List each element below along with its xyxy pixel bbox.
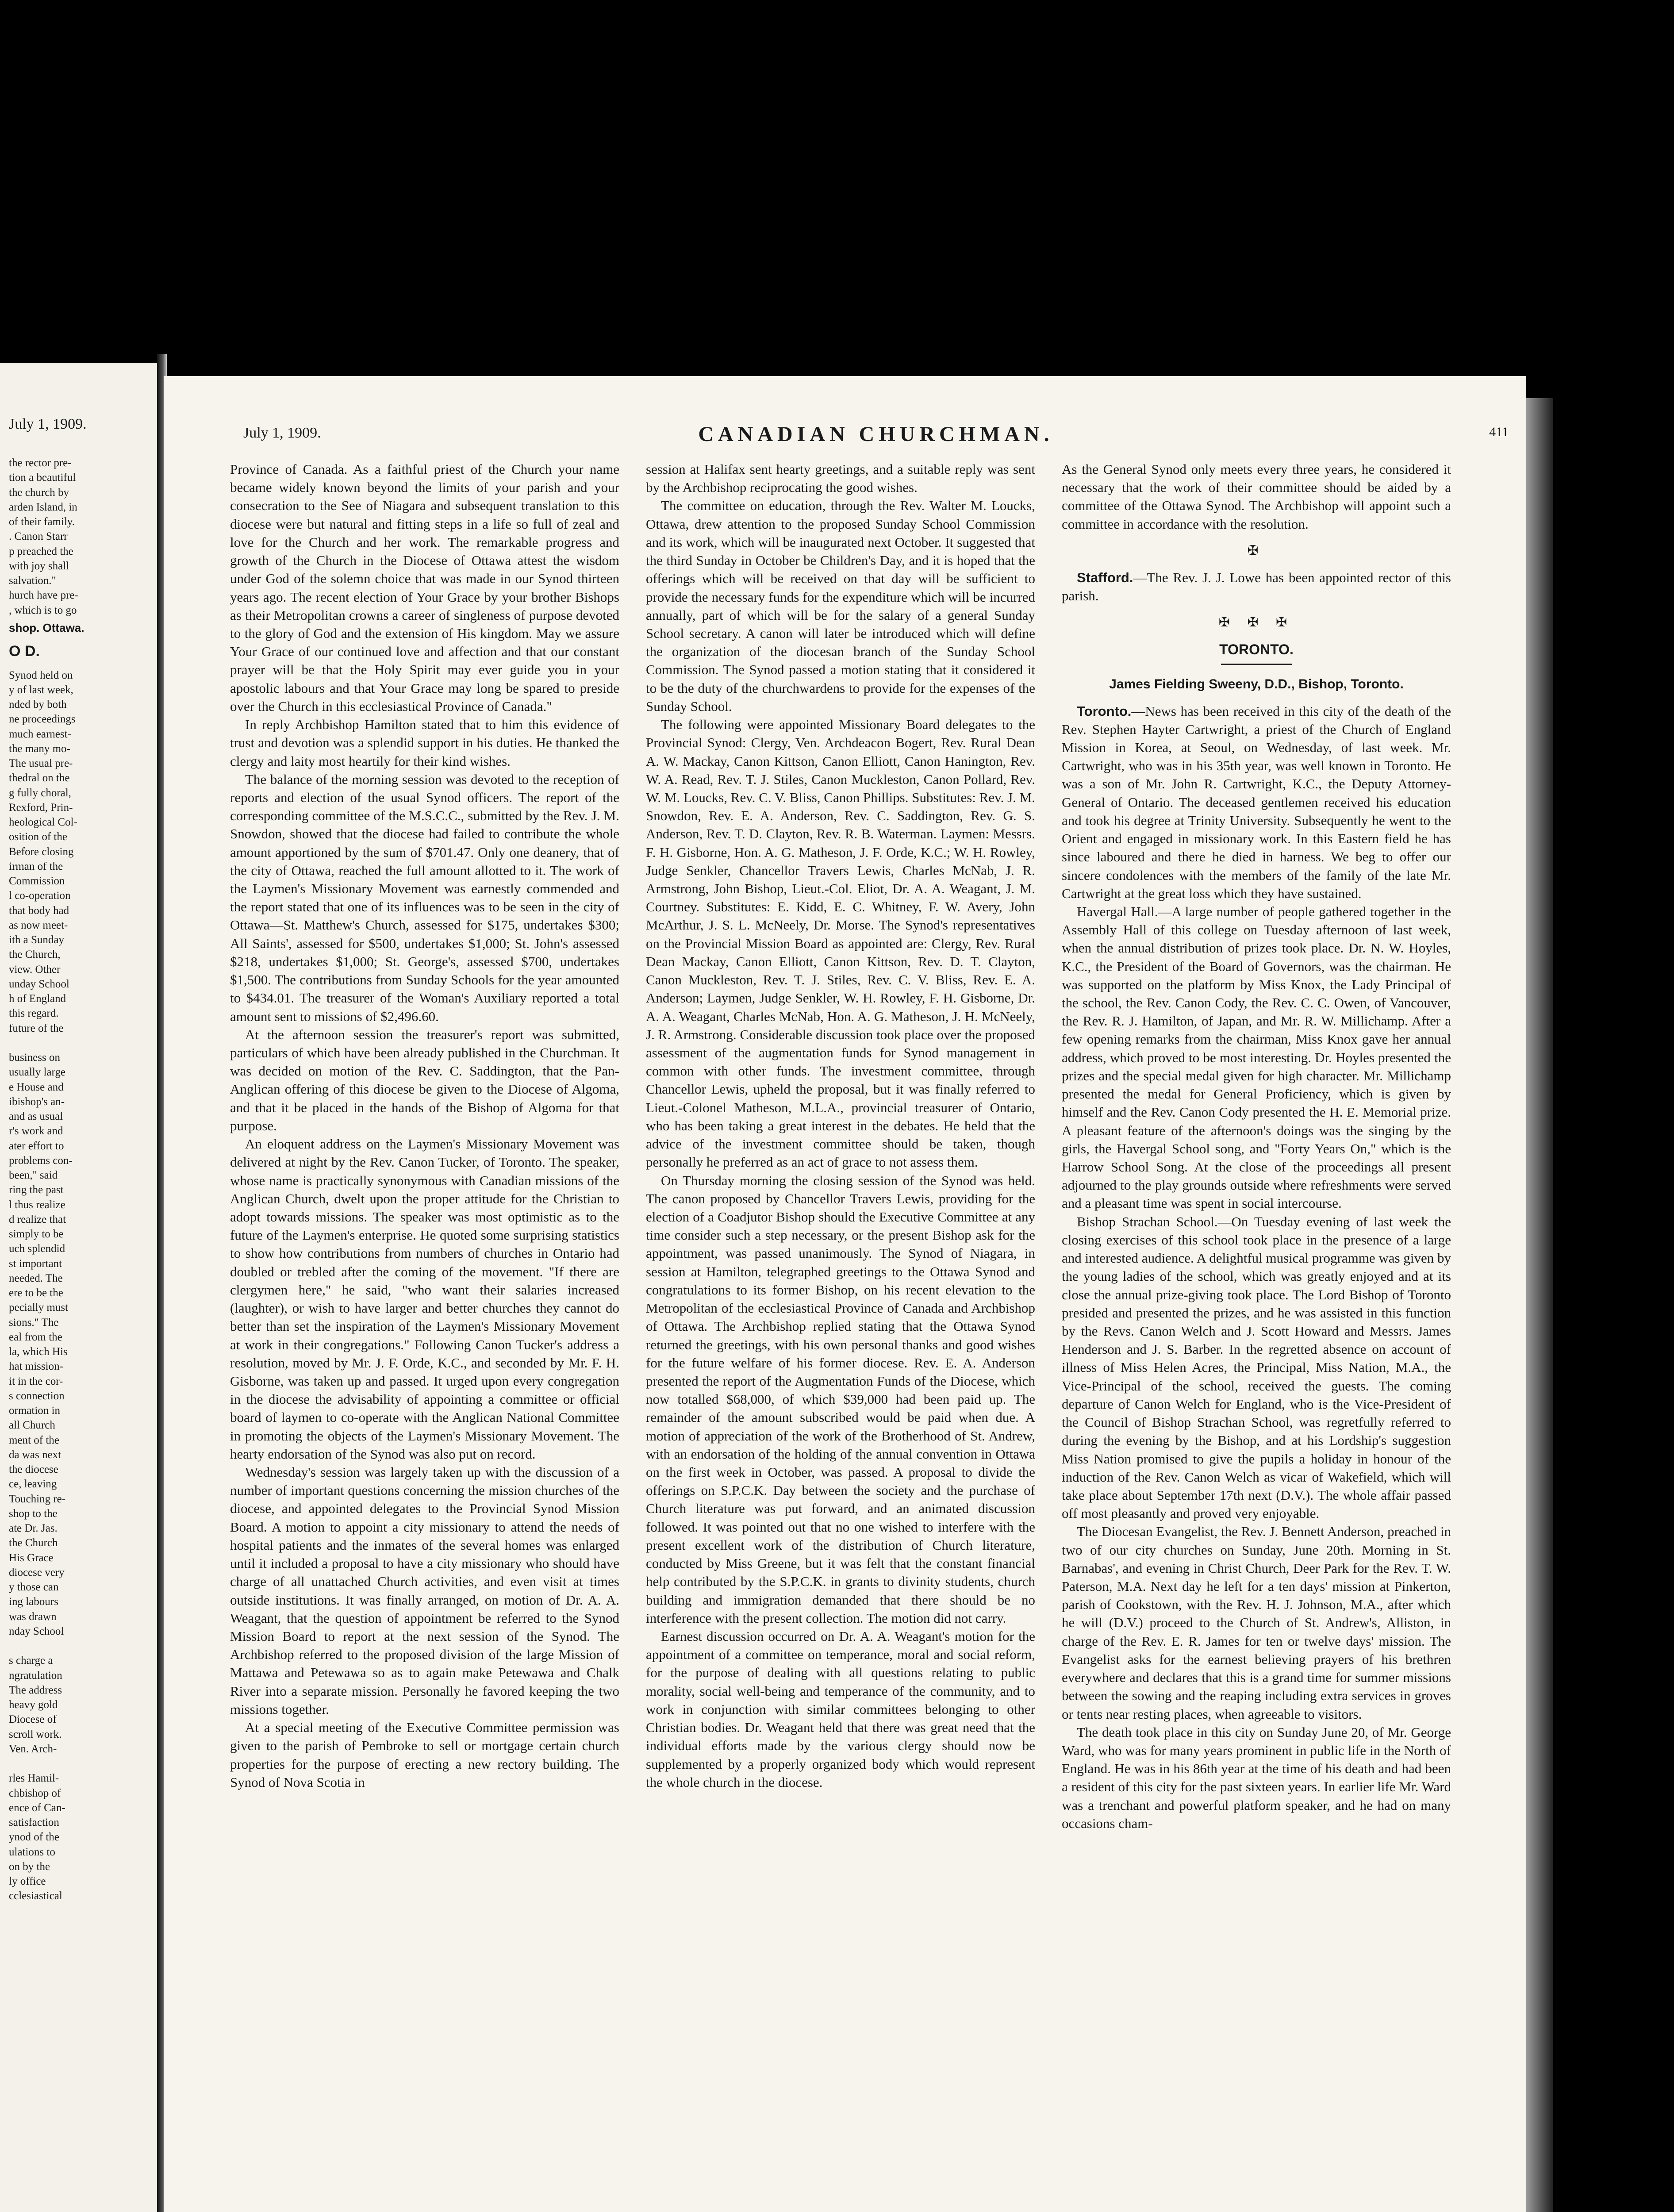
column-1 bbox=[230, 460, 619, 2212]
previous-page-line: thedral on the bbox=[9, 772, 70, 784]
previous-page-line: ere to be the bbox=[9, 1287, 63, 1299]
previous-page-line bbox=[9, 1639, 150, 1653]
article-paragraph: The balance of the morning session was devoted to the reception of reports and election of the usual Synod officers. The report of the corresponding committee of the M.S.C.C., submitted by the Rev. J. M. Snowdon, showed that the diocese had failed to contribute the whole amount apportioned by the sum of $701.47. Only one deanery, that of the city of Ottawa, reached the full amount allotted to it. The work of the Laymen's Missionary Movement was earnestly commended and the report stated that one of its influences was to be seen in the city of Ottawa—St. Matthew's Church, assessed for $175, undertakes $300; All Saints', assessed for $500, undertakes $1,000; St. John's assessed $218, undertakes $1,000; St. George's, assessed $700, undertakes $1,500. The contributions from Sunday Schools for the year amounted to $434.01. The treasurer of the Woman's Auxiliary reported a total amount sent to missions of $2,496.60. bbox=[230, 771, 619, 1024]
previous-page-line: business on bbox=[9, 1052, 60, 1064]
section-title-toronto: TORONTO. bbox=[1219, 641, 1294, 658]
article-paragraph: Bishop Strachan School.—On Tuesday evening of last week the closing exercises of this school took place in the presence of a large and interested audience. A delightful musical programme was given by the young ladies of the school, which was greatly enjoyed and at its close the annual prize-giving took place. The Lord Bishop of Toronto presided and presented the prizes, and he was assisted in this function by the Revs. Canon Welch and J. Scott Howard and Messrs. James Henderson and J. S. Barber. In the regretted absence on account of illness of Miss Helen Acres, the Principal, Miss Nation, M.A., the Vice-Principal of the school, received the guests. The coming departure of Canon Welch for England, who is the Vice-President of the Council of Bishop Strachan School, was regretfully referred to during the evening by the Bishop, and at his Lordship's suggestion Miss Nation promised to give the pupils a holiday in honour of the induction of the Rev. Canon Welch as vicar of Wakefield, which will take place about September 17th next (D.V.). The whole affair passed off most pleasantly and proved very enjoyable. bbox=[1062, 1214, 1451, 1521]
previous-page-line: Synod held on bbox=[9, 669, 73, 681]
previous-page-line: l co-operation bbox=[9, 890, 71, 902]
article-paragraph: Province of Canada. As a faithful priest of the Church your name became widely known beyond the limits of your parish and your consecration to the See of Niagara and subsequent translation to this diocese were but natural and fitting steps in a life so full of zeal and love for the Church and her work. The remarkable progress and growth of the Church in the Diocese of Ottawa attest the wisdom under God of the solemn choice that was made in our Synod thirteen years ago. The recent election of Your Grace by your brother Bishops as their Metropolitan crowns a career of singleness of purpose devoted to the glory of God and the extension of His kingdom. May we assure Your Grace of our continued love and affection and that our constant prayer will be that the Holy Spirit may ever guide you in your apostolic labours and that Your Grace may long be spared to preside over the Church in this ecclesiastical Province of Canada." bbox=[230, 461, 619, 714]
article-paragraph: In reply Archbishop Hamilton stated that to him this evidence of trust and devotion was a splendid support in his duties. He thanked the clergy and laity most heartily for their kind wishes. bbox=[230, 717, 619, 769]
article-paragraph: Earnest discussion occurred on Dr. A. A. Weagant's motion for the appointment of a committee on temperance, moral and social reform, for the purpose of dealing with all questions relating to public morality, social well-being and temperance of the community, and to work in conjunction with similar committees belonging to other Christian bodies. Dr. Weagant held that there was great need that the individual efforts made by the various clergy should now be supplemented by a properly organized body which would represent the whole church in the diocese. bbox=[646, 1628, 1035, 1790]
previous-page-lines-bottom bbox=[9, 668, 150, 1904]
previous-page-line: heological Col- bbox=[9, 816, 77, 829]
previous-page-line: rles Hamil- bbox=[9, 1772, 59, 1785]
previous-page-line: r's work and bbox=[9, 1125, 63, 1137]
previous-page-line: y those can bbox=[9, 1581, 59, 1594]
column-3-paragraphs bbox=[1062, 902, 1451, 1832]
article-paragraph: The committee on education, through the Rev. Walter M. Loucks, Ottawa, drew attention to the proposed Sunday School Commission and its work, which will be inaugurated next October. It suggested that the third Sunday in October be Children's Day, and it is hoped that the offerings which will be received on that day will be sufficient to provide the necessary funds for the expenditure which will be incurred annually, part of which will be for the salary of a general Sunday School secretary. A canon will later be introduced which will define the organization of the diocesan branch of the Sunday School Commission. The Synod passed a motion stating that it considered it to be the duty of the churchwardens to provide for the expenses of the Sunday School. bbox=[646, 498, 1035, 714]
previous-page-line: osition of the bbox=[9, 831, 67, 843]
previous-page-line: the diocese bbox=[9, 1463, 58, 1476]
previous-page-line: Ven. Arch- bbox=[9, 1743, 57, 1755]
article-paragraph: On Thursday morning the closing session of the Synod was held. The canon proposed by Chancellor Travers Lewis, providing for the election of a Coadjutor Bishop should the Executive Committee at any time consider such a step necessary, or the present Bishop ask for the appointment, was passed unanimously. The Synod of Niagara, in session at Hamilton, telegraphed greetings to the Ottawa Synod and congratulations to its former Bishop, on his recent elevation to the Metropolitan of the ecclesiastical Province of Canada and Archbishop of Ottawa. The Archbishop replied stating that the Ottawa Synod returned the greetings, with his own personal thanks and good wishes for the future welfare of his former diocese. Rev. E. A. Anderson presented the report of the Augmentation Funds of the Diocese, which now totalled $68,000, of which $39,000 had been paid up. The remainder of the amount subscribed would be paid when due. A motion of appreciation of the work of the Brotherhood of St. Andrew, with an endorsation of the holding of the annual convention in Ottawa on the first week in October, was passed. A proposal to divide the offerings on S.P.C.K. Day between the society and the purchase of Church literature was put forward, and an animated discussion followed. It was pointed out that no one wished to interfere with the present excellent work of the distribution of Church literature, conducted by Miss Greene, but it was felt that the constant financial help contributed by the S.P.C.K. in grants to divinity students, church building and immigration demanded that there should be no interference with the present collection. The motion did not carry. bbox=[646, 1172, 1035, 1626]
previous-page-line: future of the bbox=[9, 1022, 64, 1034]
previous-page-line: the Church, bbox=[9, 949, 61, 961]
previous-page-line: ce, leaving bbox=[9, 1478, 57, 1490]
previous-page-line: ater effort to bbox=[9, 1140, 64, 1152]
previous-page-line: da was next bbox=[9, 1448, 61, 1461]
previous-page-line: usually large bbox=[9, 1066, 65, 1079]
page-header bbox=[243, 422, 1509, 451]
previous-page-line: view. Other bbox=[9, 963, 61, 975]
previous-page-line: s charge a bbox=[9, 1655, 53, 1667]
previous-page-line: arden Island, in bbox=[9, 501, 77, 513]
previous-page-line: hat mission- bbox=[9, 1360, 63, 1373]
previous-page-line: the many mo- bbox=[9, 742, 70, 755]
previous-page-line: heavy gold bbox=[9, 1699, 58, 1711]
article-paragraph: The following were appointed Missionary Board delegates to the Provincial Synod: Clergy, Ven. Archdeacon Bogert, Rev. Rural Dean A. W. Mackay, Canon Kittson, Canon Elliott, Canon Hanington, Rev. W. A. Read, Rev. T. J. Stiles, Canon Muckleston, Canon Pollard, Rev. W. M. Loucks, Rev. C. V. Bliss, Canon Phillips. Substitutes: Rev. J. M. Snowdon, Rev. E. A. Anderson, Rev. C. Saddington, Rev. G. S. Anderson, Rev. T. D. Clayton, Rev. R. B. Waterman. Laymen: Messrs. F. H. Gisborne, Hon. A. G. Matheson, J. F. Orde, K.C.; W. H. Rowley, Judge Senkler, Chancellor Travers Lewis, Charles McNab, J. R. Armstrong, John Bishop, Lieut.-Col. Eliot, Dr. A. A. Weagant, J. M. Courtney. Substitutes: E. Kidd, E. C. Whitney, F. W. Avery, John McArthur, J. S. L. McNeely, Dr. Morse. The Synod's representatives on the Provincial Mission Board as appointed are: Clergy, Rev. Rural Dean Mackay, Canon Elliott, Canon Kittson, Rev. D. T. Clayton, Canon Muckleston, Rev. T. J. Stiles, Rev. C. V. Bliss, Rev. E. A. Anderson; Laymen, Judge Senkler, W. H. Rowley, F. H. Gisborne, Dr. A. A. Weagant, Charles McNab, Hon. A. G. Matheson, J. H. McNeely, J. R. Armstrong. Considerable discussion took place over the proposed assessment of the augmentation funds for Synod management in common with other funds. The investment committee, through Chancellor Lewis, upheld the proposal, but it was finally referred to Lieut.-Colonel Matheson, M.L.A., provincial treasurer of Ontario, who has been taking a great interest in the debates. He held that the advice of the investment committee should be taken, though personally he preferred as an act of grace to not assess them. bbox=[646, 717, 1035, 1170]
previous-page-line: chbishop of bbox=[9, 1787, 61, 1799]
previous-page-line: cclesiastical bbox=[9, 1890, 62, 1902]
separator-crosses-icon: ✠ ✠ ✠ bbox=[1218, 615, 1294, 630]
previous-page-line: ith a Sunday bbox=[9, 934, 64, 946]
previous-page-line: The usual pre- bbox=[9, 757, 73, 770]
previous-page-line bbox=[9, 1756, 150, 1771]
toronto-text: —News has been received in this city of the death of the Rev. Stephen Hayter Cartwright, a priest of the Church of England Mission in Korea, at Seoul, on Wednesday, of last week. Mr. Cartwright, who was in his 35th year, was well known in Toronto. He was a son of Mr. John R. Cartwright, K.C., the Deputy Attorney-General of Ontario. The deceased gentlemen received his education and took his degree at Trinity University. Subsequently he went to the Orient and engaged in missionary work. In this Eastern field he has since laboured and there he died in harness. We beg to offer our sincere condolences with the members of the family of the late Mr. Cartwright at the great loss which they have sustained. bbox=[1062, 703, 1451, 901]
column-3-intro: As the General Synod only meets every three years, he considered it necessary that the work of their committee should be aided by a committee of the Ottawa Synod. The Archbishop will appoint such a committee in accordance with the resolution. bbox=[1062, 461, 1451, 532]
previous-page-line: sions." The bbox=[9, 1316, 59, 1329]
previous-page-line: was drawn bbox=[9, 1610, 57, 1623]
previous-page-line: the church by bbox=[9, 486, 69, 499]
previous-page-line: His Grace bbox=[9, 1551, 54, 1564]
previous-page-section-heading: O D. bbox=[9, 643, 40, 660]
column-3 bbox=[1062, 460, 1451, 2212]
previous-page-line: g fully choral, bbox=[9, 787, 71, 799]
previous-page-line: it in the cor- bbox=[9, 1375, 63, 1387]
previous-page-line: ate Dr. Jas. bbox=[9, 1522, 58, 1535]
previous-page-line: pecially must bbox=[9, 1302, 68, 1314]
page-edge bbox=[1526, 398, 1553, 2212]
previous-page-line: hurch have pre- bbox=[9, 589, 78, 602]
column-2 bbox=[646, 460, 1035, 2212]
previous-page-line: d realize that bbox=[9, 1213, 66, 1225]
previous-page-line: p preached the bbox=[9, 545, 73, 557]
article-paragraph: session at Halifax sent hearty greetings, and a suitable reply was sent by the Archbishop reciprocating the good wishes. bbox=[646, 461, 1035, 495]
previous-page-line: all Church bbox=[9, 1419, 55, 1432]
previous-page-line: The address bbox=[9, 1684, 62, 1696]
previous-page-line: unday School bbox=[9, 978, 69, 990]
previous-page-header-date: July 1, 1909. bbox=[9, 416, 87, 432]
previous-page-line: as now meet- bbox=[9, 919, 68, 931]
previous-page-line: , which is to go bbox=[9, 604, 77, 616]
previous-page-line: nded by both bbox=[9, 699, 67, 711]
previous-page-line bbox=[9, 1036, 150, 1050]
previous-page-line: scroll work. bbox=[9, 1728, 62, 1740]
previous-page-line: on by the bbox=[9, 1860, 50, 1873]
previous-page-line: uch splendid bbox=[9, 1243, 65, 1255]
previous-page-line: this regard. bbox=[9, 1007, 59, 1020]
previous-page-line: tion a beautiful bbox=[9, 472, 76, 484]
previous-page-line: h of England bbox=[9, 993, 66, 1005]
article-paragraph: The Diocesan Evangelist, the Rev. J. Bennett Anderson, preached in two of our city churches on Sunday, June 20th. Morning in St. Barnabas', and evening in Christ Church, Deer Park for the Rev. T. W. Paterson, M.A. Next day he left for a ten days' mission at Pinkerton, parish of Cookstown, with the Rev. H. J. Johnson, M.A., after which he will (D.V.) proceed to the Church of St. Andrew's, Alliston, in charge of the Rev. E. R. James for ten or twelve days' mission. The Evangelist asks for the earnest believing prayers of his brethren everywhere and declares that this is a grand time for summer missions between the sowing and the reaping including extra services in groves or tents near resting places, when agreeable to visitors. bbox=[1062, 1524, 1451, 1722]
diocese-bishop-line: James Fielding Sweeny, D.D., Bishop, Toronto. bbox=[1109, 676, 1404, 691]
header-date: July 1, 1909. bbox=[243, 425, 321, 441]
publication-title: CANADIAN CHURCHMAN. bbox=[698, 422, 1054, 446]
previous-page-lines-top bbox=[9, 456, 150, 618]
previous-page-line: ment of the bbox=[9, 1434, 59, 1446]
previous-page-line: irman of the bbox=[9, 860, 63, 872]
previous-page-line: and as usual bbox=[9, 1110, 63, 1123]
previous-page-line: ring the past bbox=[9, 1184, 64, 1196]
previous-page-line: e House and bbox=[9, 1081, 64, 1093]
previous-page-line: st important bbox=[9, 1257, 62, 1270]
stafford-item bbox=[1062, 568, 1451, 605]
section-rule bbox=[1221, 664, 1292, 665]
previous-page-line: Rexford, Prin- bbox=[9, 801, 73, 814]
previous-page-line: ynod of the bbox=[9, 1831, 59, 1843]
previous-page-line: much earnest- bbox=[9, 728, 71, 740]
previous-page-line: Before closing bbox=[9, 845, 74, 858]
previous-page-column bbox=[9, 456, 150, 1904]
previous-page-line: la, which His bbox=[9, 1346, 68, 1358]
page-number: 411 bbox=[1489, 425, 1509, 439]
article-paragraph: Wednesday's session was largely taken up with the discussion of a number of important questions concerning the mission churches of the diocese, and appointed delegates to the Provincial Synod Mission Board. A motion to appoint a city missionary to attend the needs of hospital patients and the inmates of the several homes was enlarged until it included a proposal to have a city missionary who should have charge of all unattached Church activities, and even visit at times outside institutions. It was finally arranged, on motion of Dr. A. A. Weagant, that the question of appointment be referred to the Synod Mission Board to report at the next session of the Synod. The Archbishop referred to the proposed division of the large Mission of Mattawa and Petewawa so as to again make Petewawa and Chalk River into a separate mission. Personally he favored keeping the two missions together. bbox=[230, 1464, 619, 1717]
previous-page-line: simply to be bbox=[9, 1228, 64, 1240]
previous-page-line: that body had bbox=[9, 904, 69, 917]
previous-page-line: Diocese of bbox=[9, 1713, 57, 1726]
previous-page-line: s connection bbox=[9, 1390, 65, 1402]
previous-page-line: ormation in bbox=[9, 1405, 60, 1417]
previous-page-line: of their family. bbox=[9, 516, 75, 528]
previous-page-line: shop to the bbox=[9, 1507, 58, 1520]
stafford-text: —The Rev. J. J. Lowe has been appointed rector of this parish. bbox=[1062, 569, 1451, 603]
previous-page-line: diocese very bbox=[9, 1566, 65, 1578]
previous-page-line: eal from the bbox=[9, 1331, 62, 1343]
previous-page-line: satisfaction bbox=[9, 1816, 59, 1829]
previous-page-line: been," said bbox=[9, 1169, 58, 1182]
previous-page-subhead: shop. Ottawa. bbox=[9, 621, 84, 634]
previous-page-line: ulations to bbox=[9, 1846, 55, 1858]
article-paragraph: An eloquent address on the Laymen's Missionary Movement was delivered at night by the Rev. Canon Tucker, of Toronto. The speaker, whose name is practically synonymous with Canadian missions of the Anglican Church, dwelt upon the proper attitude for the Christian to adopt towards missions. The speaker was most optimistic as to the future of the Laymen's enterprise. He quoted some surprising statistics to show how contributions from numbers of churches in Ontario had doubled or trebled after the coming of the movement. "If there are clergymen here," he said, "who want their salaries increased (laughter), or wish to have larger and better churches they cannot do better than set the inspiration of the Laymen's Missionary Movement at work in their congregations." Following Canon Tucker's address a resolution, moved by Mr. J. F. Orde, K.C., and seconded by Mr. F. H. Gisborne, was taken up and passed. It urged upon every congregation in the diocese the advisability of appointing a committee or official board of laymen to co-operate with the Anglican National Committee in promoting the objects of the Laymen's Missionary Movement. The hearty endorsation of the Synod was also put on record. bbox=[230, 1136, 619, 1462]
newspaper-page bbox=[164, 376, 1526, 2212]
previous-page-line: ngratulation bbox=[9, 1669, 62, 1682]
toronto-place: Toronto. bbox=[1077, 703, 1132, 719]
previous-page-line: with joy shall bbox=[9, 560, 69, 572]
previous-page-line: ibishop's an- bbox=[9, 1095, 65, 1108]
previous-page-line: y of last week, bbox=[9, 684, 73, 696]
previous-page-fragment bbox=[0, 363, 157, 2212]
previous-page-line: Touching re- bbox=[9, 1493, 66, 1505]
previous-page-line: ing labours bbox=[9, 1596, 58, 1608]
article-paragraph: The death took place in this city on Sunday June 20, of Mr. George Ward, who was for many years prominent in public life in the North of England. He was in his 86th year at the time of his death and had been a resident of this city for the past sixteen years. In earlier life Mr. Ward was a trenchant and powerful platform speaker, and he had on many occasions cham- bbox=[1062, 1724, 1451, 1831]
previous-page-line: problems con- bbox=[9, 1154, 73, 1167]
previous-page-line: salvation." bbox=[9, 575, 56, 587]
stafford-place: Stafford. bbox=[1077, 569, 1133, 585]
article-paragraph: At the afternoon session the treasurer's report was submitted, particulars of which have been already published in the Churchman. It was decided on motion of the Rev. C. Saddington, that the Pan-Anglican offering of this diocese be given to the Diocese of Algoma, and that it be placed in the hands of the Bishop of Algoma for that purpose. bbox=[230, 1026, 619, 1133]
toronto-item bbox=[1062, 702, 1451, 902]
previous-page-line: ence of Can- bbox=[9, 1801, 65, 1814]
previous-page-line: l thus realize bbox=[9, 1198, 65, 1211]
article-paragraph: At a special meeting of the Executive Committee permission was given to the parish of Pembroke to sell or mortgage certain church properties for the purpose of erecting a new rectory building. The Synod of Nova Scotia in bbox=[230, 1720, 619, 1790]
article-paragraph: Havergal Hall.—A large number of people gathered together in the Assembly Hall of this college on Tuesday afternoon of last week, when the annual distribution of prizes took place. Dr. N. W. Hoyles, K.C., the President of the Board of Governors, was the chairman. He was supported on the platform by Miss Knox, the Lady Principal of the school, the Rev. Canon Cody, the Rev. C. C. Owen, of Vancouver, the Rev. R. J. Hamilton, of Japan, and Mr. R. W. Millichamp. After a few opening remarks from the chairman, Miss Knox gave her annual address, which proved to be most interesting. Dr. Hoyles presented the prizes and the special medal given for high character. Mr. Millichamp presented the medal for General Proficiency, which is given by himself and the Rev. Canon Cody presented the H. E. Memorial prize. A pleasant feature of the afternoon's doings was the singing by the girls, the Havergal School song, and "Forty Years On," which is the Harrow School Song. At the close of the proceedings all present adjourned to the play grounds outside where refreshments were served and a pleasant time was spent in social intercourse. bbox=[1062, 903, 1451, 1211]
previous-page-line: the Church bbox=[9, 1537, 58, 1549]
previous-page-line: nday School bbox=[9, 1625, 64, 1637]
previous-page-line: ly office bbox=[9, 1875, 46, 1888]
separator-cross-icon: ✠ bbox=[1247, 543, 1266, 558]
previous-page-line: the rector pre- bbox=[9, 457, 72, 469]
previous-page-line: needed. The bbox=[9, 1272, 63, 1284]
previous-page-line: ne proceedings bbox=[9, 713, 76, 726]
previous-page-line: . Canon Starr bbox=[9, 530, 68, 543]
previous-page-line: Commission bbox=[9, 875, 65, 887]
